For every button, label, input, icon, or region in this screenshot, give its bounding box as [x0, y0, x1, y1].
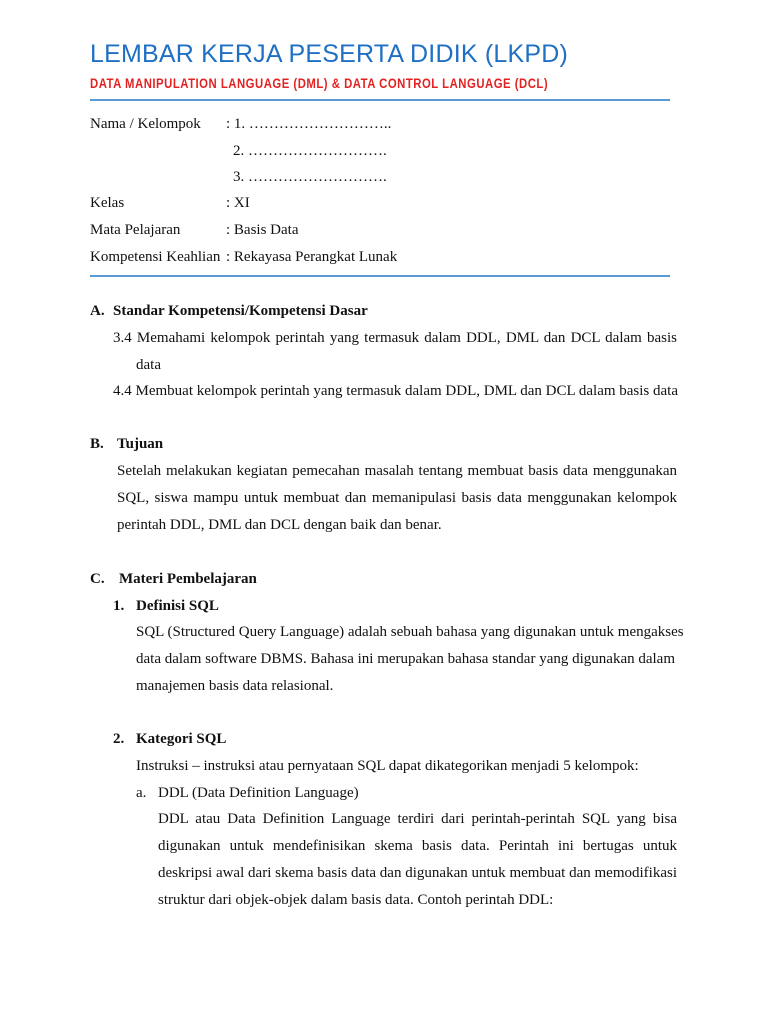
section-a-heading: Standar Kompetensi/Kompetensi Dasar [113, 303, 368, 319]
nama-line-1: : 1. ……………………….. [226, 116, 392, 132]
tujuan-line-1: Setelah melakukan kegiatan pemecahan masalah tentang membuat basis data menggunakan [117, 463, 677, 479]
tujuan-line-2: SQL, siswa mampu untuk membuat dan memanipulasi basis data menggunakan kelompok [117, 490, 677, 506]
definisi-line-2: data dalam software DBMS. Bahasa ini merupakan bahasa standar yang digunakan dalam [136, 651, 675, 667]
section-a-item-1-continuation: data [136, 357, 161, 373]
definisi-line-1: SQL (Structured Query Language) adalah sebuah bahasa yang digunakan untuk mengakses [136, 624, 684, 640]
subsection-2-heading: Kategori SQL [136, 731, 227, 747]
ddl-line-2: digunakan untuk mendefinisikan skema basis data. Perintah ini bertugas untuk [158, 838, 677, 854]
kompetensi-value: : Rekayasa Perangkat Lunak [226, 249, 398, 265]
nama-label: Nama / Kelompok [90, 116, 201, 132]
item-a-letter: a. [136, 785, 147, 801]
nama-line-3: 3. ………………………. [233, 169, 387, 185]
section-a-item-2: 4.4 Membuat kelompok perintah yang termasuk dalam DDL, DML dan DCL dalam basis data [113, 383, 679, 399]
identity-divider [90, 275, 670, 277]
nama-line-2: 2. ………………………. [233, 143, 387, 159]
tujuan-line-3: perintah DDL, DML dan DCL dengan baik dan benar. [117, 517, 442, 533]
subsection-1-number: 1. [113, 598, 125, 614]
section-a-letter: A. [90, 303, 105, 319]
kelas-label: Kelas [90, 195, 125, 211]
document-subtitle: DATA MANIPULATION LANGUAGE (DML) & DATA CONTROL LANGUAGE (DCL) [90, 76, 549, 91]
document-title: LEMBAR KERJA PESERTA DIDIK (LKPD) [90, 40, 569, 68]
header-divider [90, 99, 670, 101]
section-c-letter: C. [90, 571, 105, 587]
kategori-intro: Instruksi – instruksi atau pernyataan SQL dapat dikategorikan menjadi 5 kelompok: [136, 758, 639, 774]
section-a-item-1: 3.4 Memahami kelompok perintah yang termasuk dalam DDL, DML dan DCL dalam basis [113, 330, 677, 346]
kompetensi-label: Kompetensi Keahlian [90, 249, 221, 265]
definisi-line-3: manajemen basis data relasional. [136, 678, 334, 694]
ddl-line-4: struktur dari objek-objek dalam basis data. Contoh perintah DDL: [158, 892, 554, 908]
mapel-label: Mata Pelajaran [90, 222, 181, 238]
subsection-2-number: 2. [113, 731, 125, 747]
subsection-1-heading: Definisi SQL [136, 598, 219, 614]
section-b-heading: Tujuan [117, 436, 164, 452]
ddl-line-1: DDL atau Data Definition Language terdiri dari perintah-perintah SQL yang bisa [158, 811, 677, 827]
kelas-value: : XI [226, 195, 250, 211]
section-b-letter: B. [90, 436, 104, 452]
item-a-heading: DDL (Data Definition Language) [158, 785, 359, 801]
mapel-value: : Basis Data [226, 222, 299, 238]
section-c-heading: Materi Pembelajaran [119, 571, 257, 587]
ddl-line-3: deskripsi awal dari skema basis data dan digunakan untuk membuat dan memodifikasi [158, 865, 677, 881]
